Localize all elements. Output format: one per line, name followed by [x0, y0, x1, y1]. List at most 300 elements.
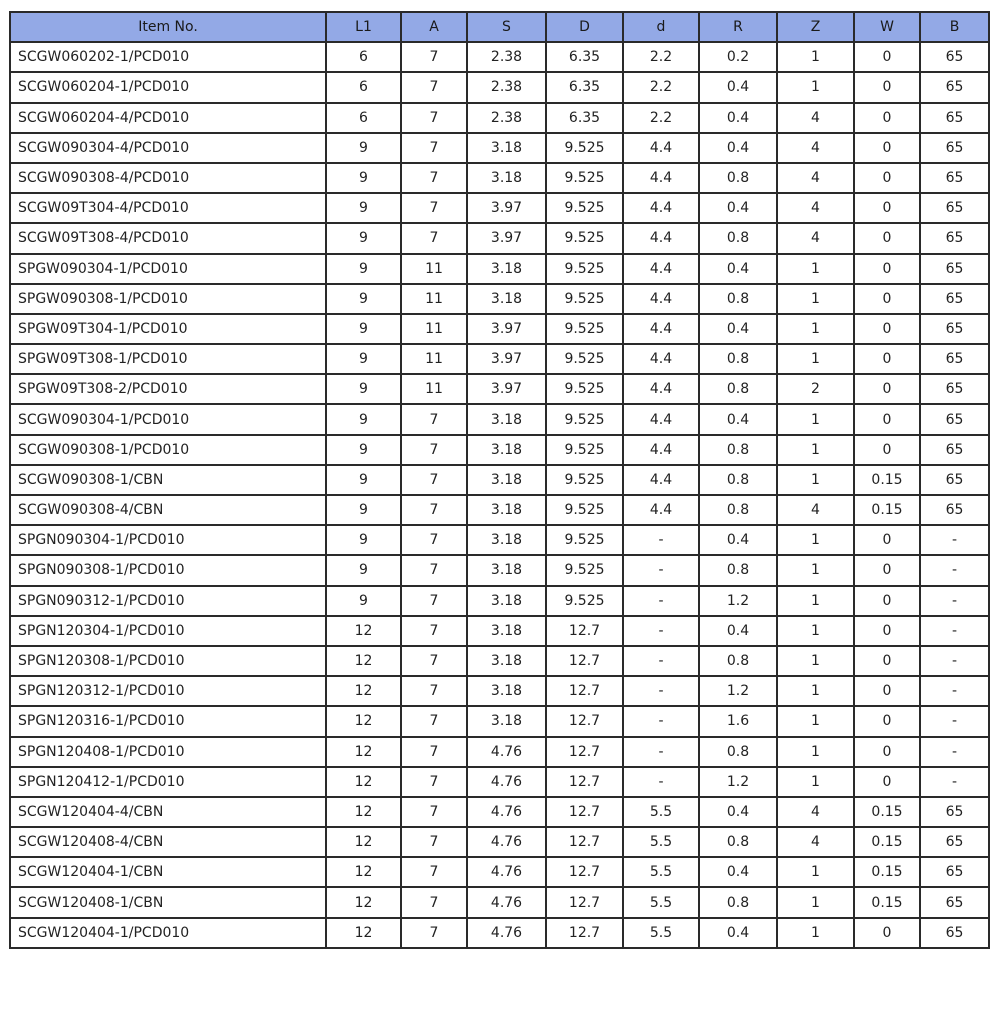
table-cell: 65 [920, 465, 989, 495]
table-cell: 9.525 [546, 465, 623, 495]
item-number-cell: SCGW120404-1/CBN [10, 857, 326, 887]
table-cell: 65 [920, 42, 989, 72]
item-number-cell: SPGW090308-1/PCD010 [10, 284, 326, 314]
table-cell: 12 [326, 676, 401, 706]
table-cell: 0.15 [854, 857, 920, 887]
table-row [10, 495, 989, 525]
table-cell: 0 [854, 706, 920, 736]
table-row [10, 404, 989, 434]
item-number-cell: SPGN120312-1/PCD010 [10, 676, 326, 706]
table-cell: 3.18 [467, 254, 546, 284]
table-cell: 12.7 [546, 767, 623, 797]
table-cell: 9 [326, 314, 401, 344]
table-cell: - [623, 616, 699, 646]
table-cell: 9 [326, 495, 401, 525]
table-cell: 65 [920, 857, 989, 887]
table-cell: 9.525 [546, 284, 623, 314]
table-cell: 0.15 [854, 797, 920, 827]
column-header: R [699, 12, 777, 42]
table-cell: 7 [401, 103, 467, 133]
table-cell: 65 [920, 193, 989, 223]
table-cell: 0 [854, 223, 920, 253]
table-cell: 12.7 [546, 737, 623, 767]
table-cell: 4.4 [623, 374, 699, 404]
table-cell: 65 [920, 435, 989, 465]
table-cell: 5.5 [623, 797, 699, 827]
table-cell: 12 [326, 918, 401, 948]
table-cell: 0 [854, 374, 920, 404]
table-row [10, 133, 989, 163]
table-cell: 0.4 [699, 404, 777, 434]
table-cell: 4.4 [623, 254, 699, 284]
table-cell: 6.35 [546, 42, 623, 72]
table-cell: 0 [854, 616, 920, 646]
table-cell: - [623, 555, 699, 585]
table-cell: 7 [401, 586, 467, 616]
table-cell: 9 [326, 525, 401, 555]
table-cell: 1.6 [699, 706, 777, 736]
table-cell: 2.2 [623, 72, 699, 102]
item-number-cell: SPGW090304-1/PCD010 [10, 254, 326, 284]
table-cell: 3.18 [467, 495, 546, 525]
table-cell: 7 [401, 495, 467, 525]
table-cell: 0.8 [699, 163, 777, 193]
table-cell: 0.8 [699, 887, 777, 917]
table-cell: 0.8 [699, 555, 777, 585]
table-row [10, 706, 989, 736]
item-number-cell: SCGW090308-1/PCD010 [10, 435, 326, 465]
table-row [10, 344, 989, 374]
table-cell: 0.4 [699, 797, 777, 827]
table-cell: 65 [920, 103, 989, 133]
table-cell: 4 [777, 827, 854, 857]
item-number-cell: SCGW09T304-4/PCD010 [10, 193, 326, 223]
table-cell: 0 [854, 404, 920, 434]
table-cell: 0 [854, 254, 920, 284]
item-number-cell: SCGW120408-1/CBN [10, 887, 326, 917]
table-cell: 1 [777, 918, 854, 948]
table-cell: 1 [777, 314, 854, 344]
table-cell: 3.18 [467, 404, 546, 434]
table-cell: 1 [777, 72, 854, 102]
table-cell: 7 [401, 918, 467, 948]
table-cell: 7 [401, 887, 467, 917]
table-cell: 0 [854, 284, 920, 314]
table-cell: 7 [401, 223, 467, 253]
table-cell: 0.4 [699, 616, 777, 646]
table-cell: 9.525 [546, 223, 623, 253]
table-cell: 0.8 [699, 495, 777, 525]
table-header [10, 12, 989, 42]
table-cell: 0.8 [699, 223, 777, 253]
table-cell: 65 [920, 495, 989, 525]
table-cell: 0.8 [699, 344, 777, 374]
table-cell: 7 [401, 163, 467, 193]
item-number-cell: SPGN090304-1/PCD010 [10, 525, 326, 555]
table-cell: 7 [401, 706, 467, 736]
table-cell: - [623, 676, 699, 706]
table-body [10, 42, 989, 948]
table-cell: 2.2 [623, 103, 699, 133]
table-cell: - [623, 737, 699, 767]
table-cell: 4.76 [467, 857, 546, 887]
item-number-cell: SCGW120404-4/CBN [10, 797, 326, 827]
table-cell: 9.525 [546, 374, 623, 404]
column-header: B [920, 12, 989, 42]
table-cell: 7 [401, 767, 467, 797]
column-header: A [401, 12, 467, 42]
table-cell: 4.4 [623, 465, 699, 495]
table-cell: 0.15 [854, 495, 920, 525]
table-cell: 0 [854, 555, 920, 585]
table-cell: 12.7 [546, 827, 623, 857]
table-cell: 0.4 [699, 193, 777, 223]
table-row [10, 887, 989, 917]
table-cell: 4.76 [467, 827, 546, 857]
table-cell: 0 [854, 586, 920, 616]
table-row [10, 163, 989, 193]
table-cell: 7 [401, 676, 467, 706]
table-cell: 4.4 [623, 344, 699, 374]
item-number-cell: SCGW090308-4/CBN [10, 495, 326, 525]
table-cell: 5.5 [623, 827, 699, 857]
item-number-cell: SPGN120316-1/PCD010 [10, 706, 326, 736]
table-row [10, 737, 989, 767]
table-cell: 4.4 [623, 223, 699, 253]
table-row [10, 72, 989, 102]
table-cell: 65 [920, 254, 989, 284]
item-number-cell: SCGW120408-4/CBN [10, 827, 326, 857]
table-cell: 9 [326, 555, 401, 585]
table-row [10, 676, 989, 706]
table-cell: 3.18 [467, 646, 546, 676]
table-cell: 1.2 [699, 767, 777, 797]
table-cell: 9.525 [546, 163, 623, 193]
table-row [10, 525, 989, 555]
table-cell: 4 [777, 103, 854, 133]
table-cell: 12 [326, 616, 401, 646]
item-number-cell: SCGW09T308-4/PCD010 [10, 223, 326, 253]
table-cell: 12.7 [546, 616, 623, 646]
item-number-cell: SPGN090312-1/PCD010 [10, 586, 326, 616]
table-row [10, 223, 989, 253]
item-number-cell: SCGW060202-1/PCD010 [10, 42, 326, 72]
table-cell: 12 [326, 706, 401, 736]
table-cell: 0.8 [699, 465, 777, 495]
table-cell: - [920, 586, 989, 616]
table-cell: 2.38 [467, 72, 546, 102]
table-cell: 7 [401, 42, 467, 72]
table-cell: 7 [401, 555, 467, 585]
table-cell: 11 [401, 254, 467, 284]
table-row [10, 857, 989, 887]
table-row [10, 797, 989, 827]
table-cell: 0 [854, 737, 920, 767]
table-row [10, 555, 989, 585]
table-cell: 11 [401, 374, 467, 404]
table-row [10, 42, 989, 72]
table-cell: 4.4 [623, 495, 699, 525]
table-cell: 9 [326, 223, 401, 253]
table-cell: 0 [854, 163, 920, 193]
table-row [10, 767, 989, 797]
table-cell: 0.8 [699, 827, 777, 857]
table-cell: 1 [777, 706, 854, 736]
table-cell: 9 [326, 404, 401, 434]
table-cell: 3.18 [467, 525, 546, 555]
table-cell: 1 [777, 767, 854, 797]
table-row [10, 374, 989, 404]
table-cell: 3.18 [467, 133, 546, 163]
table-cell: 0 [854, 133, 920, 163]
table-cell: 4 [777, 133, 854, 163]
table-cell: 12 [326, 646, 401, 676]
table-cell: 7 [401, 797, 467, 827]
table-cell: 3.18 [467, 706, 546, 736]
column-header: Z [777, 12, 854, 42]
table-cell: 12 [326, 767, 401, 797]
item-number-cell: SPGN120304-1/PCD010 [10, 616, 326, 646]
table-cell: 0 [854, 676, 920, 706]
column-header: Item No. [10, 12, 326, 42]
table-cell: 1 [777, 404, 854, 434]
table-cell: 9.525 [546, 404, 623, 434]
table-row [10, 918, 989, 948]
table-cell: 7 [401, 737, 467, 767]
table-cell: 4.76 [467, 737, 546, 767]
table-cell: 12 [326, 887, 401, 917]
table-cell: 9.525 [546, 525, 623, 555]
table-cell: 1.2 [699, 676, 777, 706]
table-cell: 6 [326, 103, 401, 133]
table-row [10, 193, 989, 223]
table-cell: 65 [920, 344, 989, 374]
table-cell: 1 [777, 586, 854, 616]
table-cell: 65 [920, 314, 989, 344]
table-cell: 3.97 [467, 374, 546, 404]
table-cell: 7 [401, 193, 467, 223]
table-cell: 9 [326, 163, 401, 193]
table-cell: 9.525 [546, 555, 623, 585]
table-row [10, 435, 989, 465]
table-cell: 0.4 [699, 133, 777, 163]
table-cell: 65 [920, 163, 989, 193]
table-cell: 3.18 [467, 616, 546, 646]
table-cell: 65 [920, 284, 989, 314]
item-number-cell: SCGW060204-1/PCD010 [10, 72, 326, 102]
table-cell: 12.7 [546, 857, 623, 887]
table-cell: 5.5 [623, 887, 699, 917]
table-cell: 3.18 [467, 284, 546, 314]
table-cell: 1 [777, 254, 854, 284]
item-number-cell: SPGN090308-1/PCD010 [10, 555, 326, 585]
table-cell: 65 [920, 374, 989, 404]
table-cell: 3.97 [467, 314, 546, 344]
table-cell: 9.525 [546, 314, 623, 344]
item-number-cell: SPGN120408-1/PCD010 [10, 737, 326, 767]
table-cell: 0 [854, 103, 920, 133]
table-cell: 4.76 [467, 918, 546, 948]
table-cell: 0.8 [699, 374, 777, 404]
table-cell: 3.18 [467, 676, 546, 706]
table-cell: 9.525 [546, 254, 623, 284]
table-cell: 12 [326, 797, 401, 827]
table-cell: 0.8 [699, 435, 777, 465]
table-cell: 0.2 [699, 42, 777, 72]
item-number-cell: SCGW060204-4/PCD010 [10, 103, 326, 133]
table-cell: 0.8 [699, 284, 777, 314]
table-cell: 4.4 [623, 435, 699, 465]
table-cell: 7 [401, 646, 467, 676]
table-cell: 3.18 [467, 163, 546, 193]
table-cell: 1 [777, 525, 854, 555]
table-cell: 9.525 [546, 193, 623, 223]
table-cell: 65 [920, 797, 989, 827]
table-cell: - [920, 737, 989, 767]
table-row [10, 616, 989, 646]
table-cell: 0 [854, 314, 920, 344]
table-cell: 11 [401, 314, 467, 344]
table-cell: 3.18 [467, 465, 546, 495]
table-cell: 6.35 [546, 72, 623, 102]
table-cell: 0 [854, 918, 920, 948]
table-cell: 7 [401, 465, 467, 495]
item-number-cell: SCGW090304-4/PCD010 [10, 133, 326, 163]
table-cell: 0 [854, 72, 920, 102]
table-cell: 9 [326, 133, 401, 163]
table-cell: 0.4 [699, 857, 777, 887]
table-cell: 9 [326, 344, 401, 374]
table-cell: 0.4 [699, 314, 777, 344]
table-cell: 9 [326, 284, 401, 314]
table-cell: 9.525 [546, 435, 623, 465]
table-cell: 4.4 [623, 284, 699, 314]
table-cell: - [920, 706, 989, 736]
column-header: D [546, 12, 623, 42]
table-cell: 4.76 [467, 767, 546, 797]
table-cell: 12.7 [546, 918, 623, 948]
column-header: W [854, 12, 920, 42]
table-cell: 11 [401, 344, 467, 374]
table-cell: 1 [777, 857, 854, 887]
table-cell: 65 [920, 887, 989, 917]
table-cell: 12.7 [546, 676, 623, 706]
table-cell: 6 [326, 72, 401, 102]
table-cell: 0.4 [699, 525, 777, 555]
table-row [10, 284, 989, 314]
table-cell: 3.97 [467, 193, 546, 223]
table-cell: 9 [326, 374, 401, 404]
table-cell: 4.4 [623, 193, 699, 223]
table-cell: 12 [326, 737, 401, 767]
table-cell: 1 [777, 42, 854, 72]
table-cell: 4.4 [623, 163, 699, 193]
table-cell: 9 [326, 435, 401, 465]
item-number-cell: SCGW090308-4/PCD010 [10, 163, 326, 193]
table-cell: 9.525 [546, 495, 623, 525]
table-cell: - [623, 586, 699, 616]
table-cell: 11 [401, 284, 467, 314]
table-cell: 6 [326, 42, 401, 72]
table-cell: - [920, 646, 989, 676]
table-cell: 7 [401, 404, 467, 434]
table-cell: 2.38 [467, 103, 546, 133]
column-header: d [623, 12, 699, 42]
table-cell: 4.4 [623, 133, 699, 163]
table-cell: - [623, 525, 699, 555]
table-cell: - [920, 616, 989, 646]
table-cell: 3.18 [467, 586, 546, 616]
table-cell: 3.18 [467, 435, 546, 465]
table-cell: 12 [326, 827, 401, 857]
header-row [10, 12, 989, 42]
item-number-cell: SPGN120308-1/PCD010 [10, 646, 326, 676]
table-cell: 65 [920, 72, 989, 102]
table-cell: - [920, 525, 989, 555]
table-row [10, 254, 989, 284]
table-cell: 1 [777, 646, 854, 676]
table-cell: 0 [854, 525, 920, 555]
table-cell: 4.76 [467, 797, 546, 827]
item-number-cell: SPGN120412-1/PCD010 [10, 767, 326, 797]
table-cell: 12 [326, 857, 401, 887]
table-cell: 12.7 [546, 887, 623, 917]
table-cell: - [920, 555, 989, 585]
item-number-cell: SCGW090308-1/CBN [10, 465, 326, 495]
table-cell: 0.4 [699, 254, 777, 284]
column-header: S [467, 12, 546, 42]
table-cell: 4 [777, 163, 854, 193]
table-cell: 9 [326, 193, 401, 223]
item-number-cell: SCGW120404-1/PCD010 [10, 918, 326, 948]
table-cell: 0 [854, 344, 920, 374]
table-cell: 12.7 [546, 646, 623, 676]
table-cell: 2 [777, 374, 854, 404]
table-cell: 0 [854, 42, 920, 72]
table-cell: 9.525 [546, 586, 623, 616]
item-number-cell: SPGW09T308-1/PCD010 [10, 344, 326, 374]
table-cell: 65 [920, 404, 989, 434]
table-cell: 0 [854, 193, 920, 223]
table-cell: 7 [401, 435, 467, 465]
table-cell: 0.15 [854, 887, 920, 917]
table-cell: 0.8 [699, 646, 777, 676]
table-cell: 6.35 [546, 103, 623, 133]
table-cell: 1 [777, 435, 854, 465]
table-cell: 4.4 [623, 404, 699, 434]
item-number-cell: SCGW090304-1/PCD010 [10, 404, 326, 434]
table-cell: 7 [401, 72, 467, 102]
column-header: L1 [326, 12, 401, 42]
table-cell: - [623, 706, 699, 736]
table-cell: 7 [401, 857, 467, 887]
table-cell: 4.4 [623, 314, 699, 344]
table-cell: 1 [777, 737, 854, 767]
table-cell: 0.4 [699, 103, 777, 133]
table-row [10, 646, 989, 676]
table-cell: 1.2 [699, 586, 777, 616]
table-row [10, 465, 989, 495]
table-row [10, 103, 989, 133]
item-number-cell: SPGW09T304-1/PCD010 [10, 314, 326, 344]
table-cell: - [623, 646, 699, 676]
table-cell: 65 [920, 133, 989, 163]
table-cell: 1 [777, 887, 854, 917]
table-cell: 9 [326, 254, 401, 284]
table-cell: 9 [326, 465, 401, 495]
table-cell: 0 [854, 767, 920, 797]
table-cell: 0 [854, 646, 920, 676]
